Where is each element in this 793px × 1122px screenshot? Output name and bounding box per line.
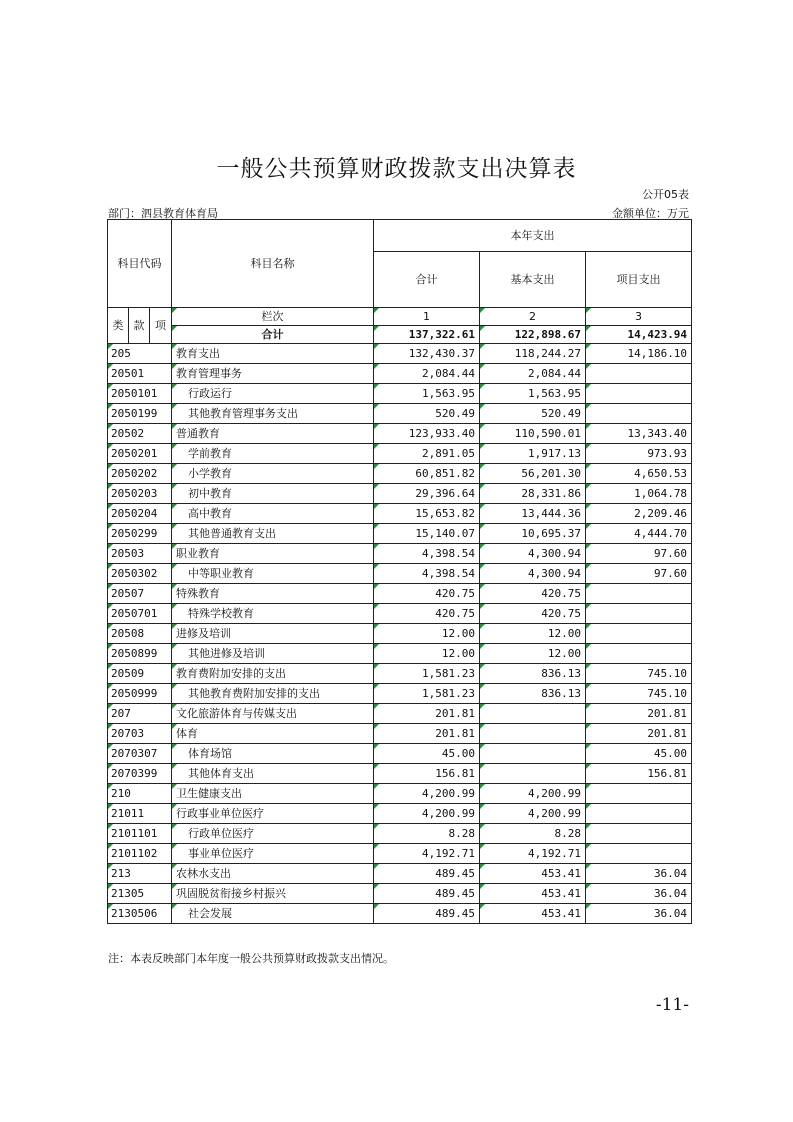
table-row <box>108 844 692 864</box>
table-row <box>108 704 692 724</box>
row-name: 其他普通教育支出 <box>172 524 374 544</box>
table-row <box>108 544 692 564</box>
row-basic: 420.75 <box>480 604 586 624</box>
row-project <box>586 584 692 604</box>
row-code: 2101101 <box>108 824 172 844</box>
row-project: 4,650.53 <box>586 464 692 484</box>
row-name: 其他进修及培训 <box>172 644 374 664</box>
row-basic: 118,244.27 <box>480 344 586 364</box>
row-total: 1,581.23 <box>374 664 480 684</box>
row-project: 156.81 <box>586 764 692 784</box>
row-total: 201.81 <box>374 724 480 744</box>
row-basic: 2,084.44 <box>480 364 586 384</box>
row-total: 520.49 <box>374 404 480 424</box>
row-total: 12.00 <box>374 644 480 664</box>
table-row <box>108 364 692 384</box>
row-total: 123,933.40 <box>374 424 480 444</box>
row-code: 2130506 <box>108 904 172 924</box>
row-name: 卫生健康支出 <box>172 784 374 804</box>
row-name: 小学教育 <box>172 464 374 484</box>
table-row <box>108 824 692 844</box>
row-name: 体育 <box>172 724 374 744</box>
header-project: 项目支出 <box>586 252 692 308</box>
row-name: 体育场馆 <box>172 744 374 764</box>
row-project: 745.10 <box>586 664 692 684</box>
row-basic: 56,201.30 <box>480 464 586 484</box>
row-code: 2050202 <box>108 464 172 484</box>
row-basic: 28,331.86 <box>480 484 586 504</box>
row-name: 中等职业教育 <box>172 564 374 584</box>
table-row <box>108 424 692 444</box>
row-project <box>586 784 692 804</box>
row-basic: 1,917.13 <box>480 444 586 464</box>
page-title: 一般公共预算财政拨款支出决算表 <box>216 156 577 182</box>
row-total: 8.28 <box>374 824 480 844</box>
table-row <box>108 504 692 524</box>
row-code: 213 <box>108 864 172 884</box>
row-name: 行政单位医疗 <box>172 824 374 844</box>
row-code: 207 <box>108 704 172 724</box>
row-code: 21011 <box>108 804 172 824</box>
row-code: 2050302 <box>108 564 172 584</box>
row-code: 2070399 <box>108 764 172 784</box>
row-total: 156.81 <box>374 764 480 784</box>
row-code: 2050101 <box>108 384 172 404</box>
row-basic: 10,695.37 <box>480 524 586 544</box>
row-total: 4,200.99 <box>374 804 480 824</box>
row-code: 2070307 <box>108 744 172 764</box>
row-name: 教育费附加安排的支出 <box>172 664 374 684</box>
row-code: 20507 <box>108 584 172 604</box>
row-basic: 4,300.94 <box>480 544 586 564</box>
row-name: 文化旅游体育与传媒支出 <box>172 704 374 724</box>
total-row-project: 14,423.94 <box>586 326 692 344</box>
row-total: 2,084.44 <box>374 364 480 384</box>
table-row <box>108 864 692 884</box>
row-basic: 453.41 <box>480 904 586 924</box>
table-row <box>108 464 692 484</box>
row-code: 20703 <box>108 724 172 744</box>
row-project: 36.04 <box>586 904 692 924</box>
total-row-label: 合计 <box>172 326 374 344</box>
row-basic: 4,300.94 <box>480 564 586 584</box>
header-code: 科目代码 <box>108 220 172 308</box>
table-row <box>108 884 692 904</box>
row-code: 20503 <box>108 544 172 564</box>
row-total: 15,653.82 <box>374 504 480 524</box>
row-total: 45.00 <box>374 744 480 764</box>
footnote: 注：本表反映部门本年度一般公共预算财政拨款支出情况。 <box>108 952 394 965</box>
row-total: 132,430.37 <box>374 344 480 364</box>
row-project <box>586 384 692 404</box>
table-row <box>108 764 692 784</box>
row-name: 进修及培训 <box>172 624 374 644</box>
row-project: 97.60 <box>586 564 692 584</box>
row-project: 14,186.10 <box>586 344 692 364</box>
row-code: 2050199 <box>108 404 172 424</box>
table-row <box>108 384 692 404</box>
row-code: 20508 <box>108 624 172 644</box>
row-name: 教育管理事务 <box>172 364 374 384</box>
table-row <box>108 564 692 584</box>
table-row <box>108 444 692 464</box>
total-row-basic: 122,898.67 <box>480 326 586 344</box>
row-total: 489.45 <box>374 864 480 884</box>
row-project: 1,064.78 <box>586 484 692 504</box>
row-name: 特殊教育 <box>172 584 374 604</box>
header-name: 科目名称 <box>172 220 374 308</box>
row-total: 1,563.95 <box>374 384 480 404</box>
table-row <box>108 804 692 824</box>
row-project: 4,444.70 <box>586 524 692 544</box>
row-name: 行政运行 <box>172 384 374 404</box>
row-code: 2050204 <box>108 504 172 524</box>
row-project: 2,209.46 <box>586 504 692 524</box>
row-basic: 453.41 <box>480 884 586 904</box>
row-total: 12.00 <box>374 624 480 644</box>
row-basic: 453.41 <box>480 864 586 884</box>
table-row <box>108 684 692 704</box>
row-project: 36.04 <box>586 864 692 884</box>
row-basic <box>480 744 586 764</box>
column-number-3: 3 <box>586 308 692 326</box>
table-row <box>108 644 692 664</box>
row-basic: 836.13 <box>480 684 586 704</box>
row-total: 29,396.64 <box>374 484 480 504</box>
row-name: 教育支出 <box>172 344 374 364</box>
row-code: 2050299 <box>108 524 172 544</box>
table-row <box>108 404 692 424</box>
row-basic: 4,200.99 <box>480 804 586 824</box>
row-project <box>586 824 692 844</box>
row-name: 学前教育 <box>172 444 374 464</box>
row-basic: 12.00 <box>480 644 586 664</box>
row-project <box>586 604 692 624</box>
row-basic: 8.28 <box>480 824 586 844</box>
row-total: 4,398.54 <box>374 564 480 584</box>
row-code: 210 <box>108 784 172 804</box>
form-number: 公开05表 <box>642 188 689 201</box>
table-row <box>108 524 692 544</box>
row-total: 420.75 <box>374 604 480 624</box>
row-basic <box>480 764 586 784</box>
row-total: 2,891.05 <box>374 444 480 464</box>
row-name: 其他教育费附加安排的支出 <box>172 684 374 704</box>
row-basic: 110,590.01 <box>480 424 586 444</box>
row-total: 4,200.99 <box>374 784 480 804</box>
row-total: 4,398.54 <box>374 544 480 564</box>
row-name: 初中教育 <box>172 484 374 504</box>
row-code: 2050203 <box>108 484 172 504</box>
amount-unit-label: 金额单位：万元 <box>612 207 689 220</box>
row-name: 农林水支出 <box>172 864 374 884</box>
header-kuan: 款 <box>129 308 150 344</box>
row-code: 21305 <box>108 884 172 904</box>
row-basic: 520.49 <box>480 404 586 424</box>
row-code: 2050201 <box>108 444 172 464</box>
row-project <box>586 804 692 824</box>
table-row <box>108 664 692 684</box>
column-number-2: 2 <box>480 308 586 326</box>
table-row <box>108 744 692 764</box>
row-project: 97.60 <box>586 544 692 564</box>
row-name: 事业单位医疗 <box>172 844 374 864</box>
header-basic: 基本支出 <box>480 252 586 308</box>
row-project: 45.00 <box>586 744 692 764</box>
row-total: 1,581.23 <box>374 684 480 704</box>
row-total: 420.75 <box>374 584 480 604</box>
row-code: 205 <box>108 344 172 364</box>
row-project <box>586 364 692 384</box>
row-code: 2050999 <box>108 684 172 704</box>
table-row <box>108 624 692 644</box>
table-row <box>108 784 692 804</box>
row-project: 201.81 <box>586 704 692 724</box>
row-basic: 12.00 <box>480 624 586 644</box>
header-year-expenditure: 本年支出 <box>374 220 692 252</box>
row-project <box>586 644 692 664</box>
page-number: -11- <box>655 995 689 1015</box>
row-code: 2050899 <box>108 644 172 664</box>
row-code: 2101102 <box>108 844 172 864</box>
row-basic <box>480 704 586 724</box>
row-name: 普通教育 <box>172 424 374 444</box>
row-name: 社会发展 <box>172 904 374 924</box>
row-project <box>586 844 692 864</box>
row-code: 20502 <box>108 424 172 444</box>
row-total: 489.45 <box>374 884 480 904</box>
row-name: 巩固脱贫衔接乡村振兴 <box>172 884 374 904</box>
row-total: 201.81 <box>374 704 480 724</box>
row-project <box>586 404 692 424</box>
row-total: 60,851.82 <box>374 464 480 484</box>
expenditure-table <box>107 219 692 924</box>
row-name: 特殊学校教育 <box>172 604 374 624</box>
header-lei: 类 <box>108 308 129 344</box>
row-name: 其他体育支出 <box>172 764 374 784</box>
table-row <box>108 604 692 624</box>
column-label: 栏次 <box>172 308 374 326</box>
table-row <box>108 904 692 924</box>
row-name: 高中教育 <box>172 504 374 524</box>
row-basic: 1,563.95 <box>480 384 586 404</box>
row-code: 2050701 <box>108 604 172 624</box>
table-row <box>108 344 692 364</box>
column-number-1: 1 <box>374 308 480 326</box>
row-project <box>586 624 692 644</box>
row-project: 201.81 <box>586 724 692 744</box>
table-row <box>108 724 692 744</box>
department-label: 部门：泗县教育体育局 <box>108 207 218 220</box>
row-project: 13,343.40 <box>586 424 692 444</box>
row-name: 职业教育 <box>172 544 374 564</box>
table-row <box>108 484 692 504</box>
header-total: 合计 <box>374 252 480 308</box>
row-project: 745.10 <box>586 684 692 704</box>
table-row <box>108 584 692 604</box>
row-project: 973.93 <box>586 444 692 464</box>
row-basic: 836.13 <box>480 664 586 684</box>
row-name: 行政事业单位医疗 <box>172 804 374 824</box>
row-basic <box>480 724 586 744</box>
row-code: 20509 <box>108 664 172 684</box>
row-basic: 4,192.71 <box>480 844 586 864</box>
row-name: 其他教育管理事务支出 <box>172 404 374 424</box>
row-code: 20501 <box>108 364 172 384</box>
total-row-total: 137,322.61 <box>374 326 480 344</box>
row-total: 489.45 <box>374 904 480 924</box>
header-xiang: 项 <box>150 308 172 344</box>
row-basic: 13,444.36 <box>480 504 586 524</box>
row-project: 36.04 <box>586 884 692 904</box>
row-basic: 420.75 <box>480 584 586 604</box>
row-total: 15,140.07 <box>374 524 480 544</box>
row-total: 4,192.71 <box>374 844 480 864</box>
row-basic: 4,200.99 <box>480 784 586 804</box>
